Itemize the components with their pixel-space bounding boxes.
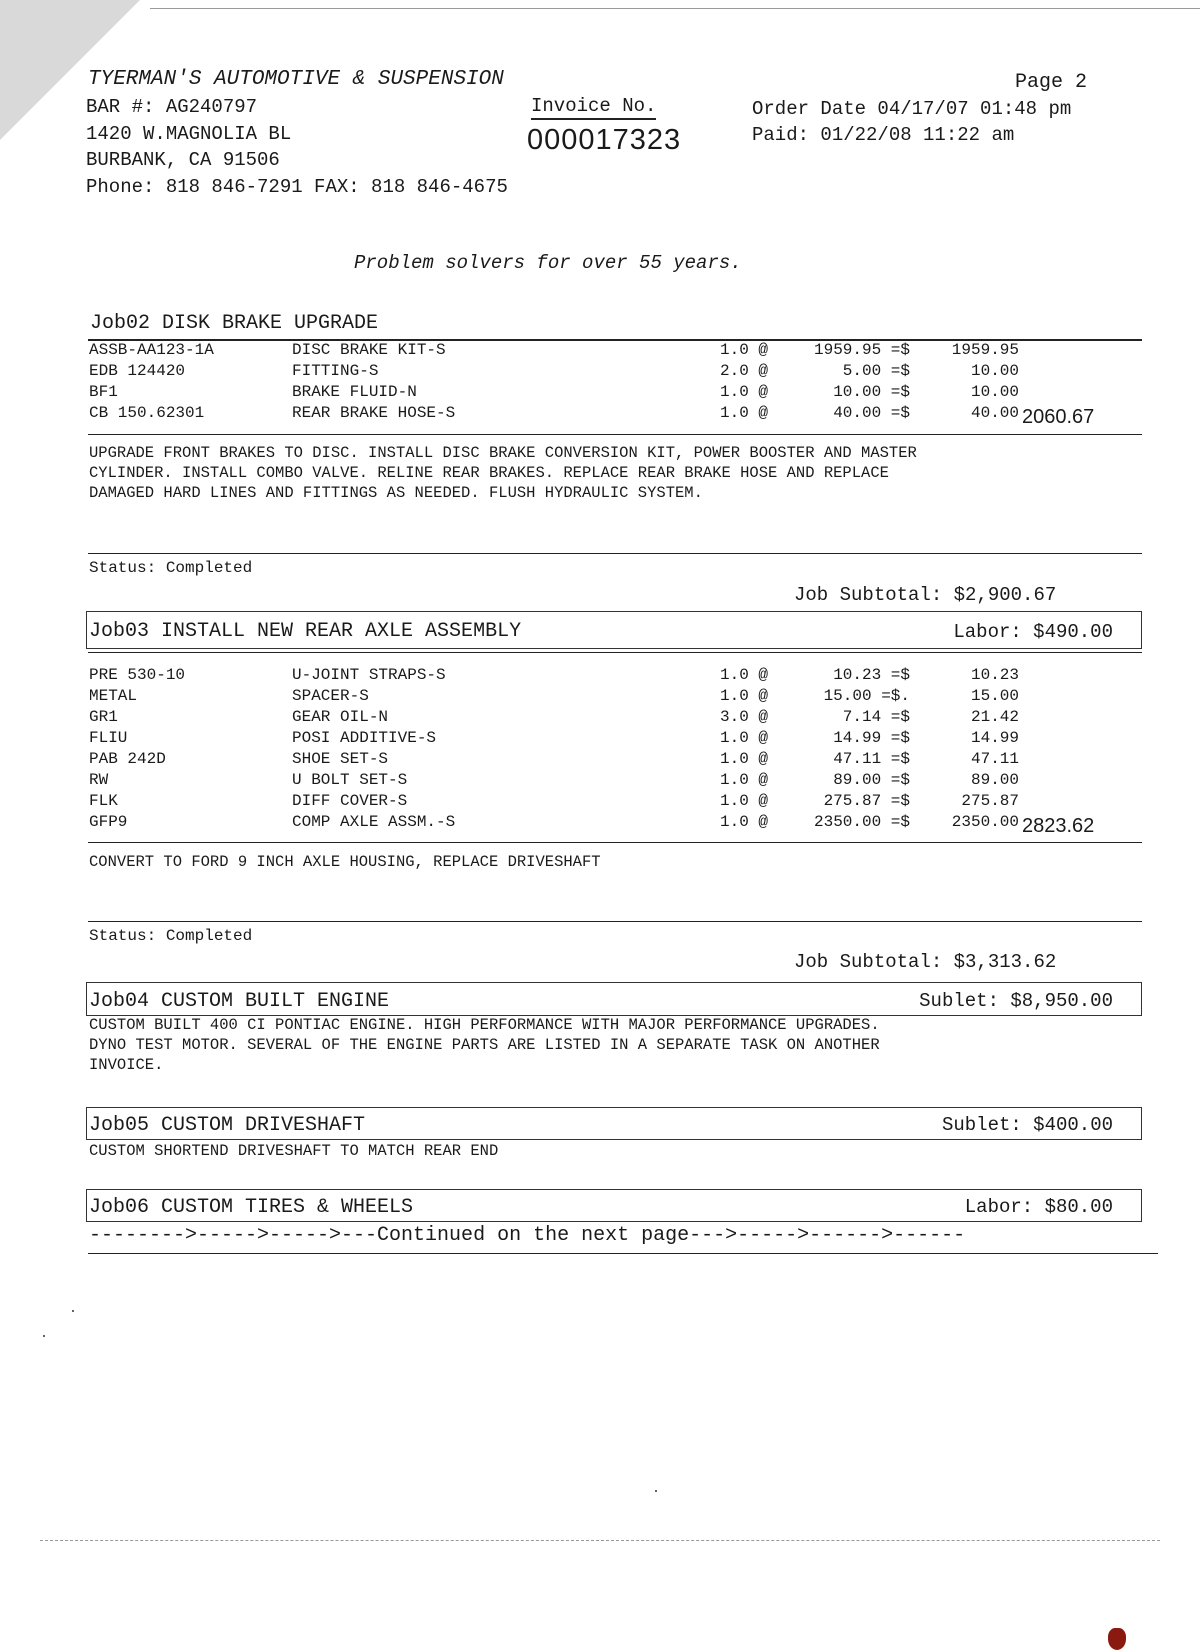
part-quantity: 1.0 @ [720,341,769,359]
part-unit-price: 5.00 =$ [842,362,910,380]
address-line-1: 1420 W.MAGNOLIA BL [86,123,292,145]
part-extended-price: 89.00 [970,771,1019,789]
job03-notes: CONVERT TO FORD 9 INCH AXLE HOUSING, REPLACE DRIVESHAFT [89,853,601,871]
scan-edge-line [150,8,1200,9]
phone-fax: Phone: 818 846-7291 FAX: 818 846-4675 [86,176,508,198]
part-quantity: 1.0 @ [720,750,769,768]
part-description: GEAR OIL-N [292,708,389,726]
part-description: REAR BRAKE HOSE-S [292,404,456,422]
stain-mark [1108,1628,1126,1650]
part-quantity: 1.0 @ [720,771,769,789]
part-extended-price: 47.11 [970,750,1019,768]
paid-date: Paid: 01/22/08 11:22 am [752,124,1015,146]
job05-header-box [86,1107,1142,1140]
company-name: TYERMAN'S AUTOMOTIVE & SUSPENSION [88,68,504,91]
part-quantity: 1.0 @ [720,729,769,747]
job05-sublet: Sublet: $400.00 [941,1114,1113,1136]
part-quantity: 1.0 @ [720,666,769,684]
job02-status: Status: Completed [89,559,253,577]
job02-parts-total: 2060.67 [1022,406,1095,428]
part-code: PAB 242D [89,750,166,768]
part-unit-price: 1959.95 =$ [813,341,910,359]
part-quantity: 3.0 @ [720,708,769,726]
job03-header-box [86,611,1142,649]
part-code: RW [89,771,109,789]
part-description: U-JOINT STRAPS-S [292,666,446,684]
part-code: METAL [89,687,138,705]
part-code: CB 150.62301 [89,404,205,422]
part-quantity: 2.0 @ [720,362,769,380]
job05-title: Job05 CUSTOM DRIVESHAFT [89,1114,366,1137]
continued-notice: -------->----->----->---Continued on the next page--->----->------>------ [89,1224,966,1247]
job03-subtotal: Job Subtotal: $3,313.62 [794,951,1057,973]
part-code: EDB 124420 [89,362,186,380]
job02-title: Job02 DISK BRAKE UPGRADE [90,312,379,335]
page-number: Page 2 [1015,71,1088,94]
part-description: BRAKE FLUID-N [292,383,417,401]
job06-header-box [86,1189,1142,1222]
part-quantity: 1.0 @ [720,813,769,831]
job03-status-rule [88,921,1142,922]
job03-notes-rule [88,842,1142,843]
job06-labor: Labor: $80.00 [964,1196,1113,1218]
part-code: BF1 [89,383,118,401]
part-quantity: 1.0 @ [720,383,769,401]
part-code: ASSB-AA123-1A [89,341,214,359]
part-unit-price: 10.23 =$ [833,666,910,684]
part-unit-price: 10.00 =$ [833,383,910,401]
job05-notes: CUSTOM SHORTEND DRIVESHAFT TO MATCH REAR END [89,1142,499,1160]
part-extended-price: 14.99 [970,729,1019,747]
part-unit-price: 89.00 =$ [833,771,910,789]
part-extended-price: 1959.95 [951,341,1019,359]
continued-rule [88,1253,1158,1254]
part-extended-price: 21.42 [970,708,1019,726]
part-extended-price: 275.87 [961,792,1019,810]
part-quantity: 1.0 @ [720,687,769,705]
part-description: FITTING-S [292,362,379,380]
invoice-label: Invoice No. [531,95,656,120]
scan-speck [655,1490,657,1492]
job04-sublet: Sublet: $8,950.00 [919,990,1113,1012]
part-extended-price: 10.00 [970,362,1019,380]
job06-title: Job06 CUSTOM TIRES & WHEELS [89,1196,414,1219]
tagline: Problem solvers for over 55 years. [354,252,742,274]
part-unit-price: 40.00 =$ [833,404,910,422]
address-line-2: BURBANK, CA 91506 [86,149,280,171]
part-code: FLIU [89,729,128,747]
part-extended-price: 10.00 [970,383,1019,401]
part-code: PRE 530-10 [89,666,186,684]
part-extended-price: 2350.00 [951,813,1019,831]
part-extended-price: 10.23 [970,666,1019,684]
job02-status-rule [88,553,1142,554]
part-code: GFP9 [89,813,128,831]
part-unit-price: 14.99 =$ [833,729,910,747]
part-extended-price: 15.00 [970,687,1019,705]
invoice-number: 000017323 [527,124,682,156]
part-unit-price: 15.00 =$. [823,687,910,705]
part-description: POSI ADDITIVE-S [292,729,437,747]
job04-title: Job04 CUSTOM BUILT ENGINE [89,990,390,1013]
job03-status: Status: Completed [89,927,253,945]
part-description: DISC BRAKE KIT-S [292,341,446,359]
part-quantity: 1.0 @ [720,792,769,810]
part-description: U BOLT SET-S [292,771,408,789]
part-description: SPACER-S [292,687,369,705]
part-code: GR1 [89,708,118,726]
bar-number: BAR #: AG240797 [86,96,258,118]
order-date: Order Date 04/17/07 01:48 pm [752,98,1072,120]
scan-bottom-line [40,1540,1160,1541]
part-description: COMP AXLE ASSM.-S [292,813,456,831]
job02-notes: UPGRADE FRONT BRAKES TO DISC. INSTALL DISC BRAKE CONVERSION KIT, POWER BOOSTER AND MASTER CYLINDER. INSTALL COMBO VALVE. RELINE REAR BRAKES. REPLACE REAR BRAKE HOSE AND REPLACE DAMAGED HARD LINES AND FITTINGS AS NEEDED. FLUSH HYDRAULIC SYSTEM. [89,444,917,502]
part-quantity: 1.0 @ [720,404,769,422]
job03-rule [88,652,1142,653]
job04-header-box [86,982,1142,1016]
part-code: FLK [89,792,118,810]
part-unit-price: 7.14 =$ [842,708,910,726]
job03-title: Job03 INSTALL NEW REAR AXLE ASSEMBLY [89,620,522,643]
job02-notes-rule [88,434,1142,435]
job02-subtotal: Job Subtotal: $2,900.67 [794,584,1057,606]
job03-parts-total: 2823.62 [1022,815,1095,837]
part-unit-price: 275.87 =$ [823,792,910,810]
job04-notes: CUSTOM BUILT 400 CI PONTIAC ENGINE. HIGH PERFORMANCE WITH MAJOR PERFORMANCE UPGRADES. DYNO TEST MOTOR. SEVERAL OF THE ENGINE PARTS ARE LISTED IN A SEPARATE TASK ON ANOTHER INVOICE. [89,1016,880,1074]
part-description: SHOE SET-S [292,750,389,768]
scan-speck [72,1310,74,1312]
scan-speck [43,1335,45,1337]
part-unit-price: 2350.00 =$ [813,813,910,831]
part-unit-price: 47.11 =$ [833,750,910,768]
part-extended-price: 40.00 [970,404,1019,422]
job03-labor: Labor: $490.00 [953,621,1113,643]
part-description: DIFF COVER-S [292,792,408,810]
